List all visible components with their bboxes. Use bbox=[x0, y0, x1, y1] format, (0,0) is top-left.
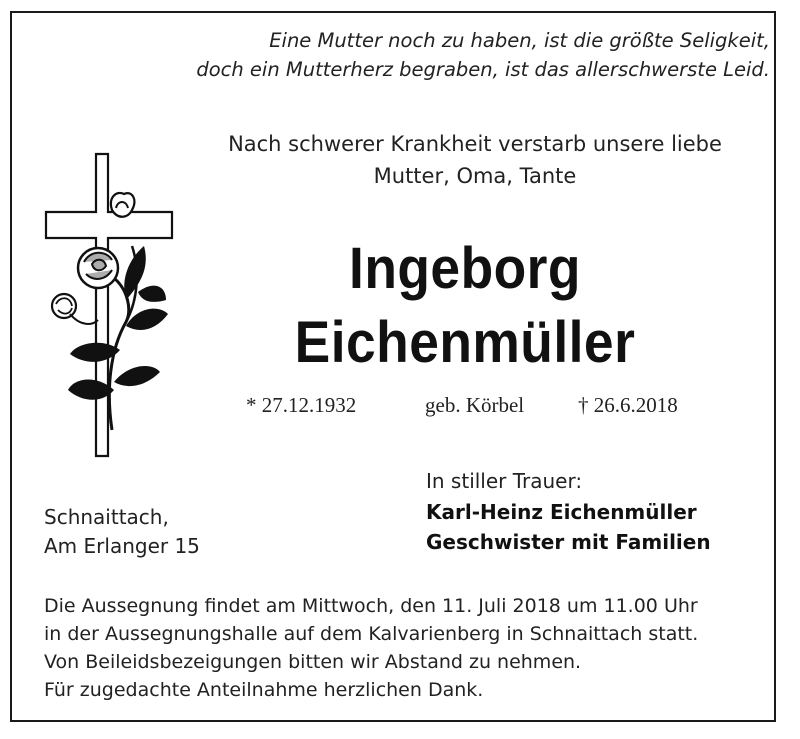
motto-line: doch ein Mutterherz begraben, ist das allerschwerste Leid. bbox=[196, 58, 770, 81]
intro-line: Mutter, Oma, Tante bbox=[373, 164, 577, 188]
birth-date: * 27.12.1932 bbox=[246, 393, 357, 417]
motto-verse bbox=[196, 26, 770, 84]
address-line: Schnaittach, bbox=[44, 505, 169, 529]
intro-line: Nach schwerer Krankheit verstarb unsere liebe bbox=[228, 132, 722, 156]
closing-line: in der Aussegnungshalle auf dem Kalvarienberg in Schnaittach statt. bbox=[44, 623, 699, 645]
closing-text bbox=[44, 592, 698, 704]
mourning-label: In stiller Trauer: bbox=[426, 469, 583, 493]
closing-line: Für zugedachte Anteilnahme herzlichen Dank. bbox=[44, 679, 484, 701]
mourner-name: Karl-Heinz Eichenmüller bbox=[426, 500, 697, 524]
motto-line: Eine Mutter noch zu haben, ist die größte Seligkeit, bbox=[269, 29, 770, 52]
closing-line: Von Beileidsbezeigungen bitten wir Abstand zu nehmen. bbox=[44, 651, 582, 673]
maiden-name: geb. Körbel bbox=[425, 393, 525, 417]
mourner-list bbox=[426, 497, 711, 557]
closing-line: Die Aussegnung findet am Mittwoch, den 11. Juli 2018 um 11.00 Uhr bbox=[44, 595, 698, 617]
deceased-name bbox=[249, 232, 681, 380]
address-line: Am Erlanger 15 bbox=[44, 534, 200, 558]
mourner-name: Geschwister mit Familien bbox=[426, 530, 711, 554]
cross-with-roses-icon bbox=[40, 150, 180, 462]
address bbox=[44, 503, 200, 561]
first-name: Ingeborg bbox=[349, 236, 581, 301]
last-name: Eichenmüller bbox=[294, 310, 636, 375]
intro-text bbox=[180, 128, 770, 192]
death-date: † 26.6.2018 bbox=[578, 393, 678, 417]
